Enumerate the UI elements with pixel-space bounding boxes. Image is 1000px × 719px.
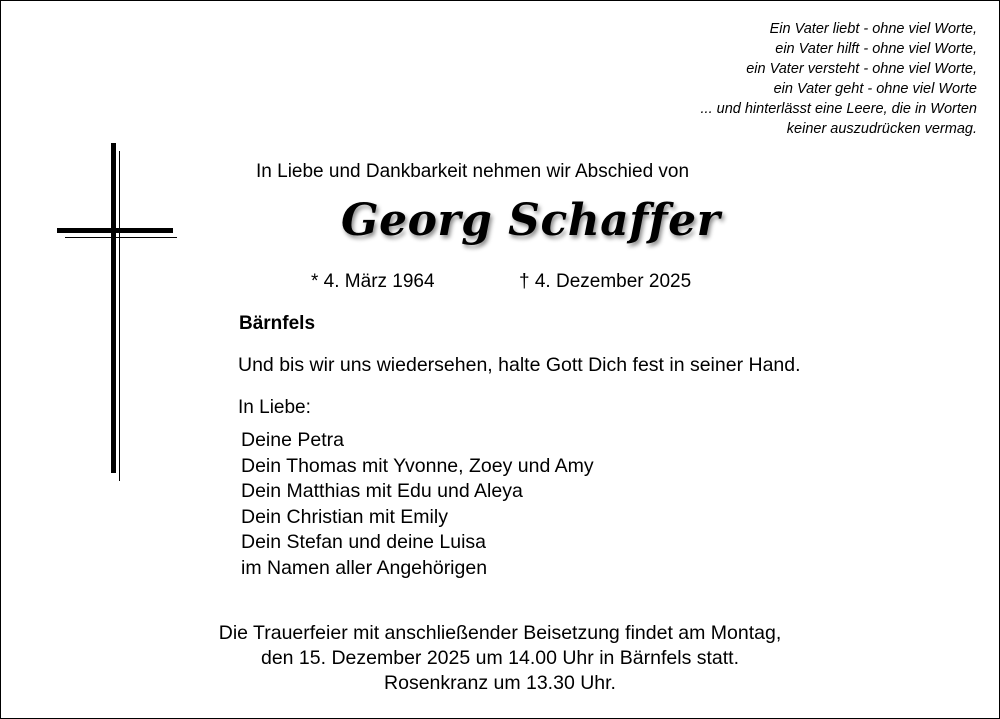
service-line: Die Trauerfeier mit anschließender Beisetzung findet am Montag,	[218, 622, 782, 644]
cross-horizontal-bar	[57, 228, 173, 233]
mourner-line: Deine Petra	[241, 429, 344, 451]
mourner-line: Dein Stefan und deine Luisa	[241, 531, 487, 553]
service-line: den 15. Dezember 2025 um 14.00 Uhr in Bärnfels statt.	[260, 647, 740, 669]
poem-line: Ein Vater liebt - ohne viel Worte,	[769, 21, 977, 37]
death-date: † 4. Dezember 2025	[519, 271, 692, 292]
cross-icon	[57, 143, 182, 488]
service-line: Rosenkranz um 13.30 Uhr.	[384, 672, 616, 694]
birth-date: * 4. März 1964	[311, 271, 435, 292]
in-love-label: In Liebe:	[238, 397, 311, 418]
service-info	[1, 621, 999, 696]
cross-vertical-bar	[111, 143, 116, 473]
mourner-line: Dein Matthias mit Edu und Aleya	[241, 480, 523, 502]
poem	[701, 19, 977, 139]
mourner-line: Dein Christian mit Emily	[241, 505, 448, 528]
poem-line: ein Vater hilft - ohne viel Worte,	[775, 41, 977, 57]
verse-text: Und bis wir uns wiedersehen, halte Gott Dich fest in seiner Hand.	[238, 354, 801, 376]
mourner-line: Dein Thomas mit Yvonne, Zoey und Amy	[241, 454, 594, 477]
poem-line: keiner auszudrücken vermag.	[786, 121, 977, 137]
poem-line: ein Vater versteht - ohne viel Worte,	[746, 61, 977, 77]
cross-vertical-line	[119, 151, 120, 481]
deceased-name: Georg Schaffer	[341, 195, 721, 246]
place-name: Bärnfels	[239, 313, 316, 334]
mourner-line: im Namen aller Angehörigen	[241, 556, 488, 579]
poem-line: ein Vater geht - ohne viel Worte	[773, 81, 977, 97]
poem-line: ... und hinterlässt eine Leere, die in Worten	[700, 101, 977, 117]
mourners-list	[241, 428, 594, 581]
intro-text: In Liebe und Dankbarkeit nehmen wir Abschied von	[256, 161, 690, 182]
cross-horizontal-line	[65, 237, 177, 238]
